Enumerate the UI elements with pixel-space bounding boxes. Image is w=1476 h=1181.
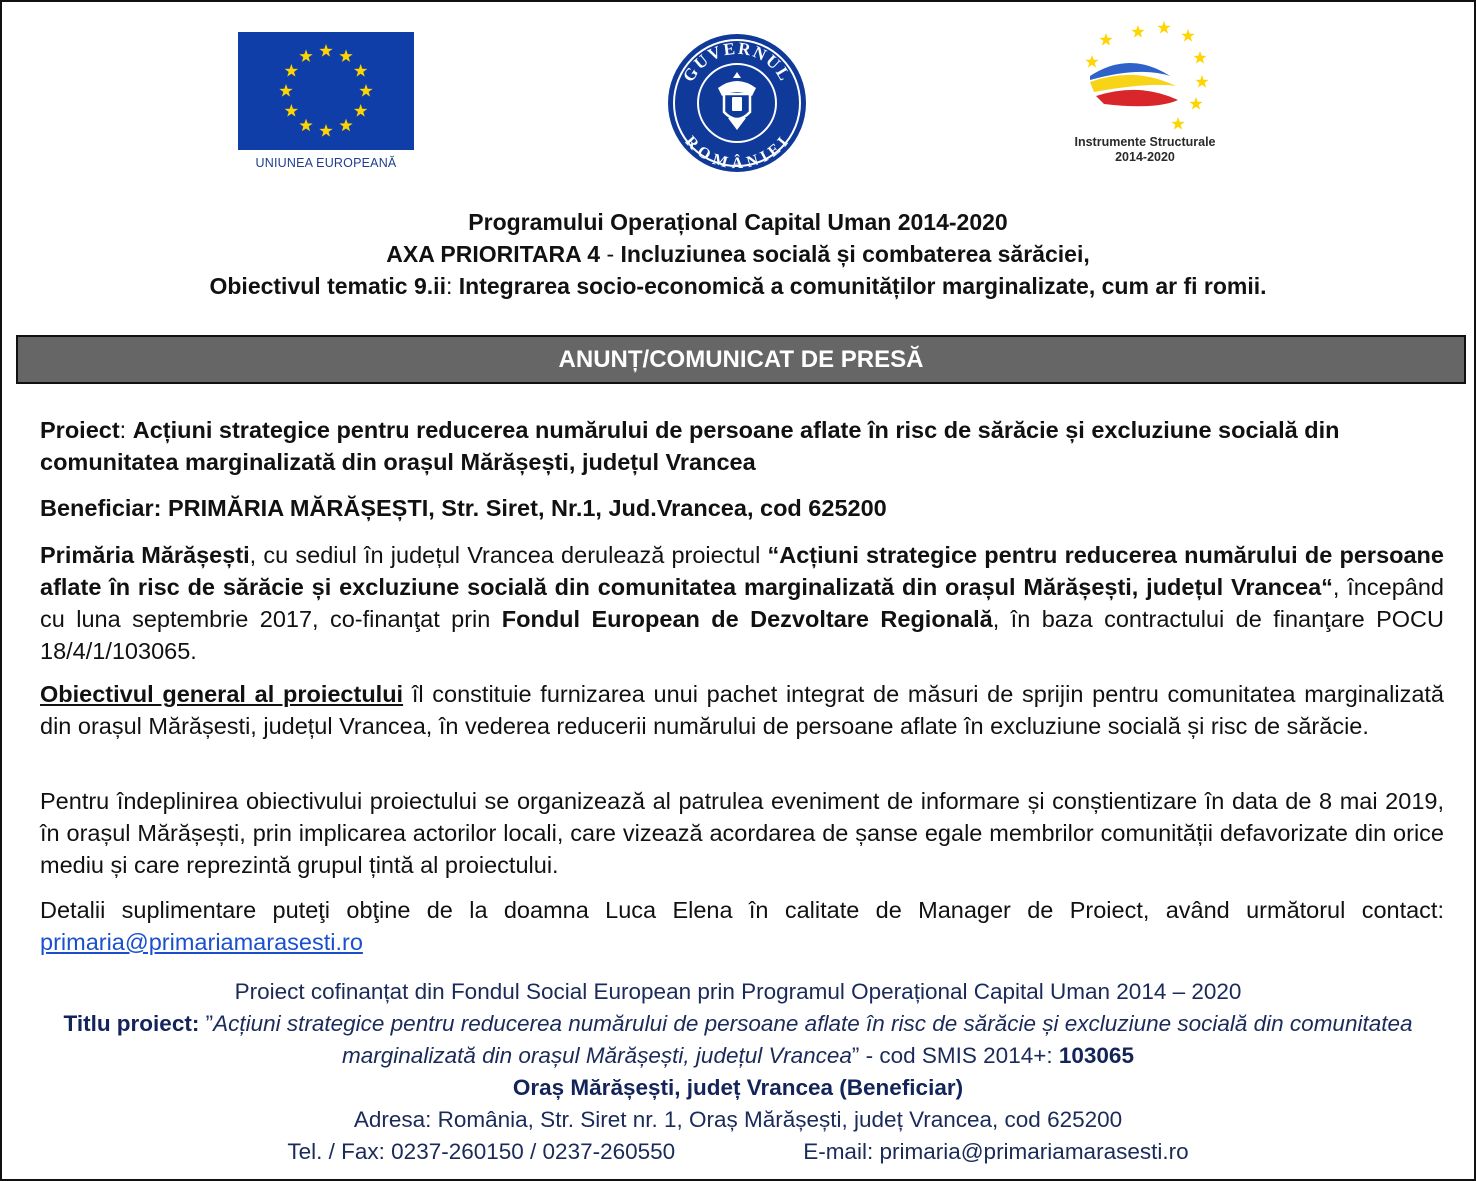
paragraph-event: Pentru îndeplinirea obiectivului proiectului se organizează al patrulea eveniment de informare și conștientizare în data de 8 mai 2019, în orașul Mărășești, prin implicarea actorilor locali, care vizează acordarea de șanse egale membrilor comunității defavorizate din orice mediu și care reprezintă grupul țintă al proiectului. bbox=[40, 788, 1444, 878]
footer-title: Titlu proiect: ”Acțiuni strategice pentru reducerea numărului de persoane aflate în risc de sărăcie și excluziune socială din comunitatea marginalizată din orașul Mărășești, județul Vrancea” - cod SMIS 2014+: 103065 bbox=[63, 1011, 1413, 1068]
gov-bottom-text: ROMÂNIEI bbox=[681, 132, 793, 173]
is-star-icon bbox=[1099, 33, 1112, 46]
paragraph-project-description: Primăria Mărășești, cu sediul în județul Vrancea derulează proiectul “Acțiuni strategice pentru reducerea numărului de persoane aflate în risc de sărăcie și excluziune socială din comunitatea marginalizată din orașul Mărășești, județul Vrancea“, începând cu luna septembrie 2017, co-finanţat prin Fondul European de Dezvoltare Regională, în baza contractului de finanţare POCU 18/4/1/103065. bbox=[40, 542, 1444, 664]
eu-star-icon bbox=[285, 64, 298, 77]
is-label-line1: Instrumente Structurale bbox=[1074, 135, 1216, 149]
eu-star-icon bbox=[279, 84, 292, 97]
footer-address: Adresa: România, Str. Siret nr. 1, Oraș Mărășești, județ Vrancea, cod 625200 bbox=[353, 1107, 1123, 1132]
eu-star-icon bbox=[339, 49, 352, 62]
project-title: Proiect: Acțiuni strategice pentru reducerea numărului de persoane aflate în risc de sărăcie și excluziune socială din comunitatea marginalizată din orașul Mărășești, județul Vrancea bbox=[40, 417, 1340, 475]
eu-star-icon bbox=[299, 49, 312, 62]
program-line1: Programului Operațional Capital Uman 2014-2020 bbox=[468, 209, 1008, 235]
eu-star-icon bbox=[339, 119, 352, 132]
contact-email-link[interactable]: primaria@primariamarasesti.ro bbox=[40, 929, 363, 955]
is-star-icon bbox=[1131, 25, 1144, 38]
structural-instruments-logo bbox=[1060, 20, 1230, 165]
gov-top-text: GUVERNUL bbox=[678, 38, 796, 86]
beneficiary-line: Beneficiar: PRIMĂRIA MĂRĂȘEȘTI, Str. Siret, Nr.1, Jud.Vrancea, cod 625200 bbox=[40, 495, 887, 521]
paragraph-contact: Detalii suplimentare puteţi obţine de la doamna Luca Elena în calitate de Manager de Proiect, având următorul contact: primaria@primariamarasesti.ro bbox=[40, 897, 1444, 955]
eu-star-icon bbox=[319, 124, 332, 137]
eu-star-icon bbox=[359, 84, 372, 97]
eu-star-icon bbox=[299, 119, 312, 132]
footer-beneficiary: Oraș Mărășești, județ Vrancea (Beneficiar) bbox=[512, 1075, 964, 1100]
structural-instruments-label bbox=[1060, 135, 1230, 165]
is-star-icon bbox=[1189, 97, 1202, 110]
government-seal-icon bbox=[666, 32, 808, 174]
footer-phone: Tel. / Fax: 0237-260150 / 0237-260550 bbox=[287, 1139, 676, 1164]
footer bbox=[2, 976, 1474, 1168]
program-heading bbox=[2, 206, 1474, 302]
structural-instruments-icon bbox=[1060, 20, 1230, 132]
paragraph-general-objective: Obiectivul general al proiectului îl constituie furnizarea unui pachet integrat de măsuri de sprijin pentru comunitatea marginalizată din orașul Mărășesti, județul Vrancea, în vederea reducerii numărului de persoane aflate în excluziune socială și risc de sărăcie. bbox=[40, 681, 1444, 739]
eu-star-icon bbox=[354, 104, 367, 117]
is-label-line2: 2014-2020 bbox=[1115, 150, 1175, 164]
eu-star-icon bbox=[319, 44, 332, 57]
is-star-icon bbox=[1085, 55, 1098, 68]
is-star-icon bbox=[1181, 29, 1194, 42]
footer-cofinance: Proiect cofinanțat din Fondul Social European prin Programul Operațional Capital Uman 2014 – 2020 bbox=[234, 979, 1242, 1004]
eu-logo bbox=[238, 32, 414, 170]
eu-star-icon bbox=[354, 64, 367, 77]
is-star-icon bbox=[1171, 117, 1184, 130]
is-star-icon bbox=[1195, 75, 1208, 88]
eu-label: UNIUNEA EUROPEANĂ bbox=[255, 156, 397, 170]
logo-header bbox=[2, 2, 1474, 192]
footer-contact-row bbox=[2, 1136, 1474, 1168]
is-star-icon bbox=[1157, 21, 1170, 34]
announcement-band: ANUNȚ/COMUNICAT DE PRESĂ bbox=[16, 335, 1466, 384]
is-star-icon bbox=[1193, 51, 1206, 64]
eu-star-icon bbox=[285, 104, 298, 117]
footer-email: E-mail: primaria@primariamarasesti.ro bbox=[803, 1139, 1189, 1164]
program-objective: Obiectivul tematic 9.ii: Integrarea socio-economică a comunităților marginalizate, cum ar fi romii. bbox=[209, 273, 1267, 299]
eu-flag-icon bbox=[238, 32, 414, 150]
program-axa: AXA PRIORITARA 4 - Incluziunea socială și combaterea sărăciei, bbox=[386, 241, 1090, 267]
